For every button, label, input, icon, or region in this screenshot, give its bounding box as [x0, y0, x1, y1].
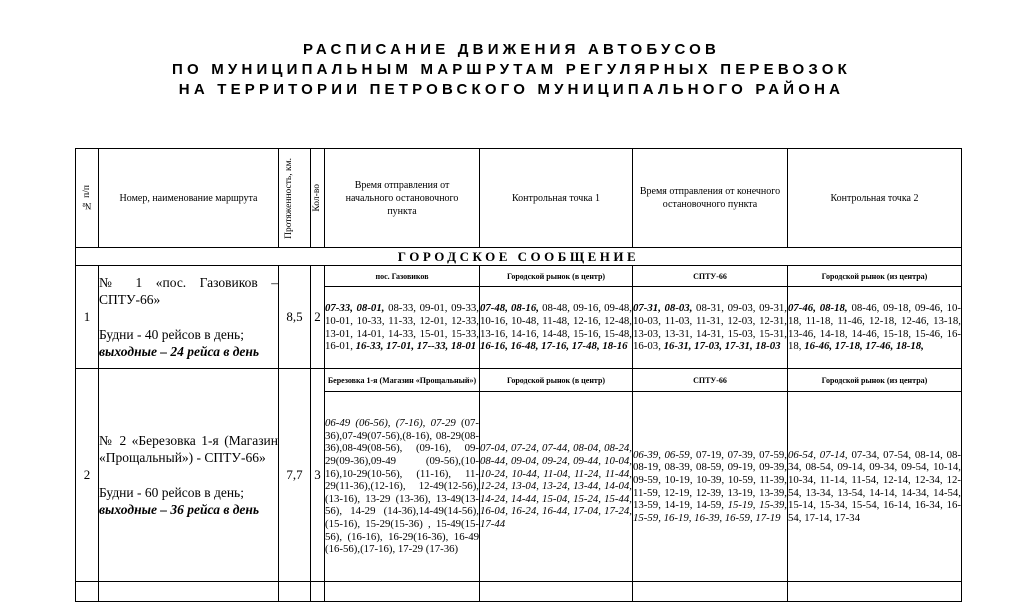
header-num-label: № п/п: [81, 185, 92, 211]
time-run: 06-49 (06-56), (7-16), 07-29: [325, 417, 461, 430]
time-run: 08-46, 09-18, 09-46, 10-18, 11-18, 11-46, 12-18, 12-46, 13-18, 13-46, 14-18, 14-46, 15-18, 15-46, 16-18,: [788, 302, 962, 353]
route-1-times-end: [633, 287, 788, 369]
header-cp2: Контрольная точка 2: [788, 149, 962, 248]
route-2-stop-cp1: Городской рынок (в центр): [480, 369, 633, 392]
route-1-weekday: Будни - 40 рейсов в день;: [99, 327, 244, 342]
header-dep-end: Время отправления от конечного остановочного пункта: [633, 149, 788, 248]
time-run: 07-33,: [325, 302, 357, 315]
route-1-times-cp1: [480, 287, 633, 369]
title-line-3: НА ТЕРРИТОРИИ ПЕТРОВСКОГО МУНИЦИПАЛЬНОГО РАЙОНА: [178, 81, 845, 98]
time-run: 07-19, 07-39, 07-59, 08-19, 08-39, 08-59, 09-19, 09-39, 09-59, 10-19, 10-39, 10-59, 11-39, 11-59, 12-19, 12-39, 13-19, 13-39, 13-59, 14-19, 14-59,: [633, 448, 787, 512]
time-run: 07-46, 08-18,: [788, 302, 852, 315]
header-length: [279, 149, 311, 248]
section-title: ГОРОДСКОЕ СООБЩЕНИЕ: [76, 248, 962, 266]
header-cp1: Контрольная точка 1: [480, 149, 633, 248]
time-run: 08-48, 09-16, 09-48, 10-16, 10-48, 11-48, 12-16, 12-48, 13-16, 14-16, 14-48, 15-16, 15-48,: [480, 302, 632, 340]
route-1-num: 1: [76, 266, 99, 369]
route-2-stops-row: [76, 369, 962, 392]
time-run: 07-31, 08-03,: [633, 302, 697, 315]
header-num: [76, 149, 99, 248]
route-1-stop-start: пос. Газовиков: [325, 266, 480, 287]
route-1-times-start: [325, 287, 480, 369]
time-run: 07-48,: [480, 302, 512, 315]
time-run: 15-19, 15-39, 15-59, 16-19, 16-39, 16-59, 17-19: [633, 499, 787, 524]
route-1-length: 8,5: [279, 266, 311, 369]
time-run: 06-54, 07-14,: [788, 448, 852, 461]
header-length-label: Протяженность, км.: [283, 157, 294, 239]
time-run: (07-36),07-49(07-56),(8-16), 08-29(08-36),08-49(08-56), (09-16), 09-29(09-36),09-49 (09-56),(10-16),10-29(10-56), (11-16), 11-29(11-36),(12-16), 12-49(12-56), (13-16), 13-29 (13-36), 13-49(13-56), 14-29 (14-36),14-49(14-56),(15-16), 15-29(15-36) , 15-49(15-56), (16-16), 16-29(16-36), 16-49 (16-56),(17-16), 17-29 (17-36): [325, 417, 479, 556]
route-1-name: № 1 «пос. Газовиков – СПТУ-66»: [99, 275, 278, 307]
header-dep-start: Время отправления от начального остановочного пункта: [325, 149, 480, 248]
time-run: 08-16,: [511, 302, 543, 315]
route-2-length: 7,7: [279, 369, 311, 582]
route-1-count: 2: [311, 266, 325, 369]
route-2-weekday: Будни - 60 рейсов в день;: [99, 485, 244, 500]
time-run: 16-46, 17-18, 17-46, 18-18,: [804, 340, 924, 353]
section-row: [76, 248, 962, 266]
header-route: Номер, наименование маршрута: [99, 149, 279, 248]
time-run: 07-04, 07-24, 07-44, 08-04, 08-24, 08-44, 09-04, 09-24, 09-44, 10-04, 10-24, 10-44, 11-04, 11-24, 11-44, 12-24, 13-04, 13-24, 13-44, 14-04, 14-24, 14-44, 15-04, 15-24, 15-44, 16-04, 16-24, 16-44, 17-04, 17-24, 17-44: [480, 442, 632, 530]
route-1-stop-end: СПТУ-66: [633, 266, 788, 287]
route-2-count: 3: [311, 369, 325, 582]
time-run: 08-33, 09-01, 09-33, 10-01, 10-33, 11-33, 12-01, 12-33, 13-01, 14-01, 14-33, 15-01, 15-33, 16-01,: [325, 302, 479, 353]
route-2-times-cp1: [480, 392, 633, 582]
time-run: 16-16, 16-48, 17-16, 17-48, 18-16: [480, 340, 628, 353]
time-run: 08-01,: [356, 302, 389, 315]
route-1-stops-row: [76, 266, 962, 287]
route-2-times-cp2: [788, 392, 962, 582]
route-1-weekend: выходные – 24 рейса в день: [99, 344, 260, 359]
route-2-stop-end: СПТУ-66: [633, 369, 788, 392]
time-run: 08-31, 09-03, 09-31, 10-03, 11-03, 11-31, 12-03, 12-31, 13-03, 13-31, 14-31, 15-03, 15-31, 16-03,: [633, 302, 787, 353]
route-2-times-end: [633, 392, 788, 582]
header-count: [311, 149, 325, 248]
header-row: [76, 149, 962, 248]
time-run: 07-34, 07-54, 08-14, 08-34, 08-54, 09-14, 09-34, 09-54, 10-14, 10-34, 11-14, 11-54, 12-14, 12-34, 12-54, 13-34, 13-54, 14-14, 14-34, 14-54, 15-14, 15-34, 15-54, 16-14, 16-34, 16-54, 17-14, 17-34: [788, 448, 962, 524]
time-run: 06-39, 06-59,: [633, 448, 697, 461]
title-line-1: РАСПИСАНИЕ ДВИЖЕНИЯ АВТОБУСОВ: [302, 41, 721, 58]
route-2-weekend: выходные – 36 рейса в день: [99, 502, 260, 517]
route-2-times-start: [325, 392, 480, 582]
route-1-name-cell: [99, 266, 279, 369]
route-2-stop-cp2: Городской рынок (из центра): [788, 369, 962, 392]
route-2-stop-start: Березовка 1-я (Магазин «Прощальный»): [325, 369, 480, 392]
title-line-2: ПО МУНИЦИПАЛЬНЫМ МАРШРУТАМ РЕГУЛЯРНЫХ ПЕРЕВОЗОК: [172, 61, 851, 78]
time-run: 16-33, 17-01, 17--33, 18-01: [355, 340, 477, 353]
route-2-name: № 2 «Березовка 1-я (Магазин «Прощальный») - СПТУ-66»: [99, 433, 278, 465]
header-count-label: Кол-во: [312, 184, 322, 212]
route-2-name-cell: [99, 369, 279, 582]
schedule-table: [75, 148, 962, 602]
route-1-stop-cp2: Городской рынок (из центра): [788, 266, 962, 287]
route-1-stop-cp1: Городской рынок (в центр): [480, 266, 633, 287]
route-1-times-cp2: [788, 287, 962, 369]
route-2-num: 2: [76, 369, 99, 582]
time-run: 16-31, 17-03, 17-31, 18-03: [663, 340, 781, 353]
